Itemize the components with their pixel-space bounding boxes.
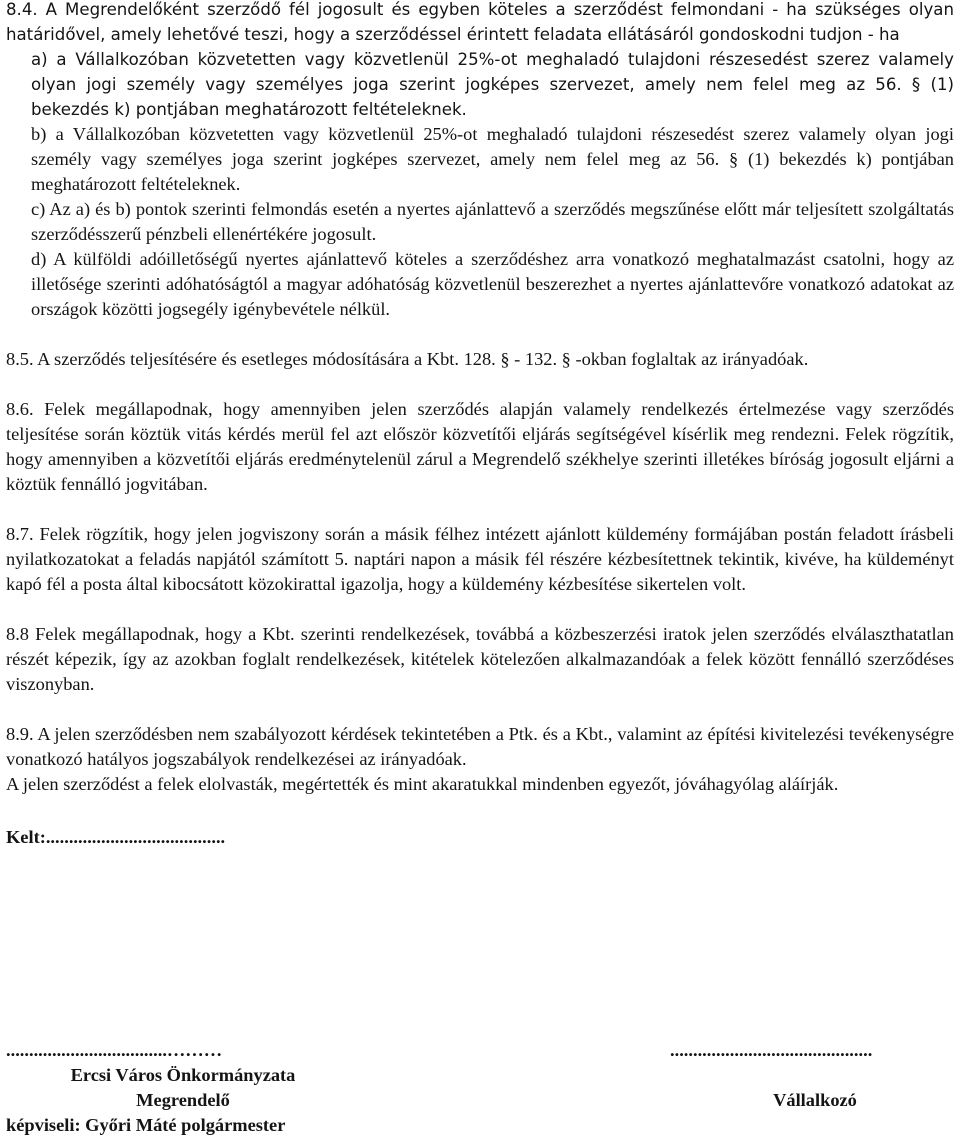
document-page (6, 0, 954, 850)
section-8-4-point-a: a) a Vállalkozóban közvetetten vagy közvetlenül 25%-ot meghaladó tulajdoni részesedést szerez valamely olyan jogi személy vagy személyes joga szerint jogképes szervezet, amely nem felel meg az 56. § (1) bekezdés k) pontjában meghatározott feltételeknek. (31, 50, 954, 119)
section-8-6: 8.6. Felek megállapodnak, hogy amennyiben jelen szerződés alapján valamely rendelkezés értelmezése vagy szerződés teljesítése során köztük vitás kérdés merül fel azt először közvetítői eljárás segítségével kísérlik meg rendezni. Felek rögzítik, hogy amennyiben a közvetítői eljárás eredménytelenül zárul a Megrendelő székhelye szerinti illetékes bíróság jogosult eljárni a köztük fennálló jogvitában. (6, 399, 954, 494)
section-8-4-point-b: b) a Vállalkozóban közvetetten vagy közvetlenül 25%-ot meghaladó tulajdoni részesedést szerez valamely olyan jogi személy vagy személyes joga szerint jogképes szervezet, amely nem felel meg az 56. § (1) bekezdés k) pontjában meghatározott feltételeknek. (31, 124, 954, 194)
signature-customer (0, 1038, 360, 1138)
section-8-4-point-c: c) Az a) és b) pontok szerinti felmondás esetén a nyertes ajánlattevő a szerződés megszűnése előtt már teljesített szolgáltatás szerződésszerű pénzbeli ellenértékére jogosult. (31, 199, 954, 244)
customer-role: Megrendelő (136, 1090, 230, 1110)
date-line: Kelt:....................................... (6, 827, 226, 847)
section-8-8: 8.8 Felek megállapodnak, hogy a Kbt. szerinti rendelkezések, továbbá a közbeszerzési iratok jelen szerződés elválaszthatatlan részét képezik, így az azokban foglalt rendelkezések, kitételek kötelezően alkalmazandóak a felek között fennálló szerződéses viszonyban. (6, 624, 954, 694)
signature-line-contractor: ............................................ (670, 1040, 873, 1060)
contractor-role: Vállalkozó (773, 1090, 857, 1110)
section-8-9: 8.9. A jelen szerződésben nem szabályozott kérdések tekintetében a Ptk. és a Kbt., valamint az építési kivitelezési tevékenységre vonatkozó hatályos jogszabályok rendelkezései az irányadóak. (6, 724, 954, 769)
section-8-4-point-d: d) A külföldi adóilletőségű nyertes ajánlattevő köteles a szerződéshez arra vonatkozó meghatalmazást csatolni, hogy az illetősége szerinti adóhatóságtól a magyar adóhatóság közvetlenül beszerezhet a nyertes ajánlattevőre vonatkozó adatokat az országok közötti jogsegély igénybevétele nélkül. (31, 249, 954, 319)
section-8-5: 8.5. A szerződés teljesítésére és esetleges módosítására a Kbt. 128. § - 132. § -okban foglaltak az irányadóak. (6, 349, 809, 369)
closing-statement: A jelen szerződést a felek elolvasták, megértették és mint akaratukkal mindenben egyezőt, jóváhagyólag aláírják. (6, 774, 839, 794)
customer-organization: Ercsi Város Önkormányzata (70, 1065, 296, 1085)
customer-representative: képviseli: Győri Máté polgármester (6, 1115, 286, 1135)
section-8-4-intro: 8.4. A Megrendelőként szerződő fél jogosult és egyben köteles a szerződést felmondani - ha szükséges olyan határidővel, amely lehetővé teszi, hogy a szerződéssel érintett feladata ellátásáról gondoskodni tudjon - ha (6, 0, 954, 44)
section-8-7: 8.7. Felek rögzítik, hogy jelen jogviszony során a másik félhez intézett ajánlott küldemény formájában postán feladott írásbeli nyilatkozatokat a feladás napjától számított 5. naptári napon a másik fél részére kézbesítettnek tekintik, kivéve, ha küldeményt kapó fél a posta által kibocsátott közokirattal igazolja, hogy a küldemény kézbesítése sikertelen volt. (6, 524, 954, 594)
signature-line-customer: ...................................……… (6, 1040, 223, 1060)
signature-contractor (650, 1038, 940, 1113)
signature-block (0, 1038, 948, 1148)
